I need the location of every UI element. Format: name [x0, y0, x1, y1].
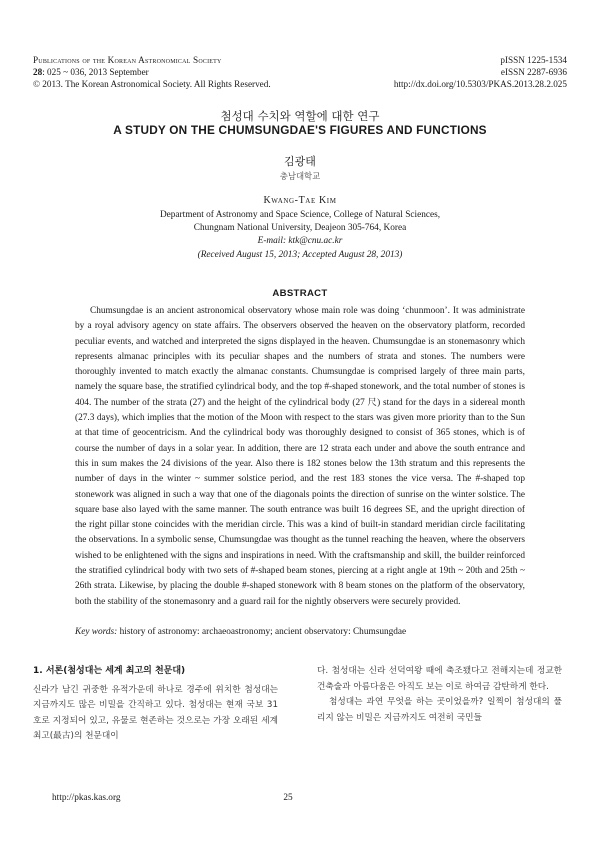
- page-number: 25: [283, 793, 293, 803]
- keywords-label: Key words:: [75, 627, 118, 637]
- eissn: eISSN 2287-6936: [500, 67, 567, 78]
- body-paragraph: 첨성대는 과연 무엇을 하는 곳이었을까? 일찍이 첨성대의 풀리지 않는 비밀은 지금까지도 여전히 국민들: [317, 697, 562, 723]
- title-korean: 첨성대 수치와 역할에 대한 연구: [220, 109, 380, 123]
- body-column-right: [317, 664, 562, 726]
- body-column-left: [33, 664, 278, 745]
- affiliation-korean: 충남대학교: [279, 171, 321, 181]
- received-dates: (Received August 15, 2013; Accepted August 28, 2013): [197, 249, 403, 260]
- keywords: [75, 627, 545, 637]
- department: Department of Astronomy and Space Science, College of Natural Sciences,: [159, 210, 441, 220]
- abstract-heading: ABSTRACT: [272, 288, 328, 299]
- journal-header-left: [33, 54, 271, 91]
- doi-link[interactable]: http://dx.doi.org/10.5303/PKAS.2013.28.2.025: [393, 79, 567, 90]
- email[interactable]: E-mail: ktk@cnu.ac.kr: [257, 236, 343, 247]
- section-title: 1. 서론(첨성대는 세계 최고의 천문대): [33, 666, 186, 676]
- journal-name: Publications of the Korean Astronomical Society: [33, 55, 222, 65]
- title-english: A STUDY ON THE CHUMSUNGDAE'S FIGURES AND FUNCTIONS: [113, 123, 487, 137]
- volume-info: [33, 66, 271, 78]
- journal-header-right: [394, 54, 567, 91]
- footer-url[interactable]: http://pkas.kas.org: [52, 793, 121, 803]
- volume-number: 28: [33, 67, 43, 78]
- body-paragraph: 다. 첨성대는 신라 선덕여왕 때에 축조됐다고 전해지는데 정교한 건축술과 아름다움은 아직도 보는 이로 하여금 감탄하게 한다.: [317, 666, 562, 692]
- author-name-korean: 김광태: [284, 155, 316, 168]
- volume-pages: : 025 ~ 036, 2013 September: [42, 67, 149, 78]
- university: Chungnam National University, Deajeon 305-764, Korea: [193, 223, 407, 234]
- pissn: pISSN 1225-1534: [500, 55, 567, 65]
- copyright-notice: © 2013. The Korean Astronomical Society. All Rights Reserved.: [33, 79, 271, 90]
- keywords-text: history of astronomy: archaeoastronomy; ancient observatory: Chumsungdae: [119, 627, 407, 637]
- author-name-english: Kwang-Tae Kim: [263, 195, 337, 206]
- affiliation-english: [0, 209, 600, 262]
- body-paragraph: 신라가 남긴 귀중한 유적가운데 하나로 경주에 위치한 첨성대는 지금까지도 많은 비밀을 간직하고 있다. 첨성대는 현재 국보 31호로 지정되어 있고, 유물로 현존하는 것으로는 가장 오래된 세계 최고(最古)의 천문대이: [33, 684, 278, 742]
- abstract-text: Chumsungdae is an ancient astronomical observatory whose main role was doing ‘chunmoon’. It was administrate by a royal advisory agency on state affairs. The observers observed the heaven on the observatory platform, recorded peculiar events, and watched and interpreted the signs displayed in the heaven. Chumsungdae is an stonemasonry which represents almanac principles with its peculiar shapes and the numbers of strata and stones. The numbers were thoroughly invented to match exactly the almanac constants. Chumsungdae is comprised largely of three main parts, namely the square base, the stratified cylindrical body, and the top #-shaped stonework, and the total number of stones is 404. The number of the strata (27) and the height of the cylindrical body (27 尺) stand for the days in a sidereal month (27.3 days), which implies that the motion of the Moon with respect to the stars was given more priority than to the Sun at that time of geocentricism. And the cylindrical body was thoroughly designed to consist of 365 stones, which is of course the number of days in a solar year. In addition, there are 12 strata each under and above the south entrance and this in sum makes the 24 divisions of the year. Also there is 182 stones below the 13th stratum and this represents the number of days in the winter ~ summer solstice period, and the rest 183 stones the vice versa. The #-shaped top stonework was aligned in such a way that one of the diagonals points the direction of sunrise on the winter solstice. The square base also layed with the same manner. The south entrance was built 16 degrees SE, and the upright direction of the right pillar stone coincides with the meridian circle. This was a kind of built-in standard meridian circle facilitating the observations. In a symbolic sense, Chumsungdae was thought as the tunnel reaching the heaven, where the observers wished to be enlightened with the signs and inspirations in need. With the craftsmanship and skill, the builder reinforced the stratified cylindrical body with two sets of #-shaped beam stones, piercing at a right angle at 19th ~ 20th and 25th ~ 26th strata. Likewise, by placing the double #-shaped stonework with 8 beam stones on the platform of the observatory, both the stability of the stonemasonry and a guard rail for the nightly observers were securely provided.: [75, 306, 525, 607]
